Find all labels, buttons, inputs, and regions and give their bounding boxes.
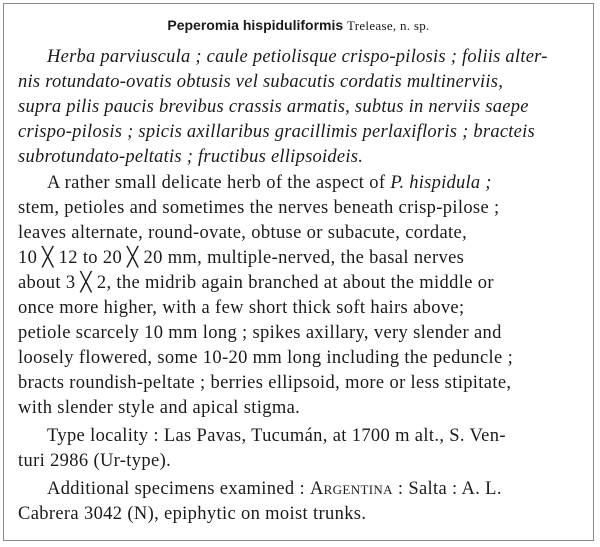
latin-line: nis rotundato-ovatis obtusis vel subacutis cordatis multinerviis,	[18, 72, 504, 92]
english-line-first	[47, 172, 492, 194]
specimens-text: Additional specimens examined :	[47, 479, 310, 499]
english-line: 10 ╳ 12 to 20 ╳ 20 mm, multiple-nerved, the basal nerves	[18, 248, 465, 268]
english-line: loosely flowered, some 10-20 mm long including the peduncle ;	[18, 348, 514, 368]
latin-line: supra pilis paucis brevibus crassis armatis, subtus in nerviis saepe	[18, 97, 529, 117]
english-text: A rather small delicate herb of the aspect of	[47, 173, 391, 193]
latin-line: subrotundato-peltatis ; fructibus ellipsoideis.	[18, 147, 364, 167]
description-page	[3, 3, 594, 541]
specimens-locality: : Salta : A. L.	[392, 479, 502, 499]
latin-line: Herba parviuscula ; caule petiolisque crispo-pilosis ; foliis alter-	[47, 47, 548, 67]
specimens-line-first	[47, 478, 502, 500]
species-reference: P. hispidula ;	[390, 173, 492, 193]
english-line: bracts roundish-peltate ; berries ellipsoid, more or less stipitate,	[18, 373, 512, 393]
english-line: stem, petioles and sometimes the nerves beneath crisp-pilose ;	[18, 198, 500, 218]
latin-line: crispo-pilosis ; spicis axillaribus gracillimis perlaxifloris ; bracteis	[18, 122, 535, 142]
species-heading	[4, 16, 593, 35]
species-author: Trelease, n. sp.	[346, 18, 430, 33]
country-name: Argentina	[309, 479, 393, 499]
english-line: about 3 ╳ 2, the midrib again branched at about the middle or	[18, 273, 494, 293]
english-line: leaves alternate, round-ovate, obtuse or subacute, cordate,	[18, 223, 468, 243]
type-locality-line: turi 2986 (Ur-type).	[18, 451, 172, 471]
type-locality-line: Type locality : Las Pavas, Tucumán, at 1700 m alt., S. Ven-	[47, 426, 506, 446]
english-line: petiole scarcely 10 mm long ; spikes axillary, very slender and	[18, 323, 502, 343]
english-line: once more higher, with a few short thick soft hairs above;	[18, 298, 465, 318]
specimens-line: Cabrera 3042 (N), epiphytic on moist trunks.	[18, 504, 367, 524]
species-name: Peperomia hispiduliformis	[167, 17, 344, 33]
english-line: with slender style and apical stigma.	[18, 398, 301, 418]
